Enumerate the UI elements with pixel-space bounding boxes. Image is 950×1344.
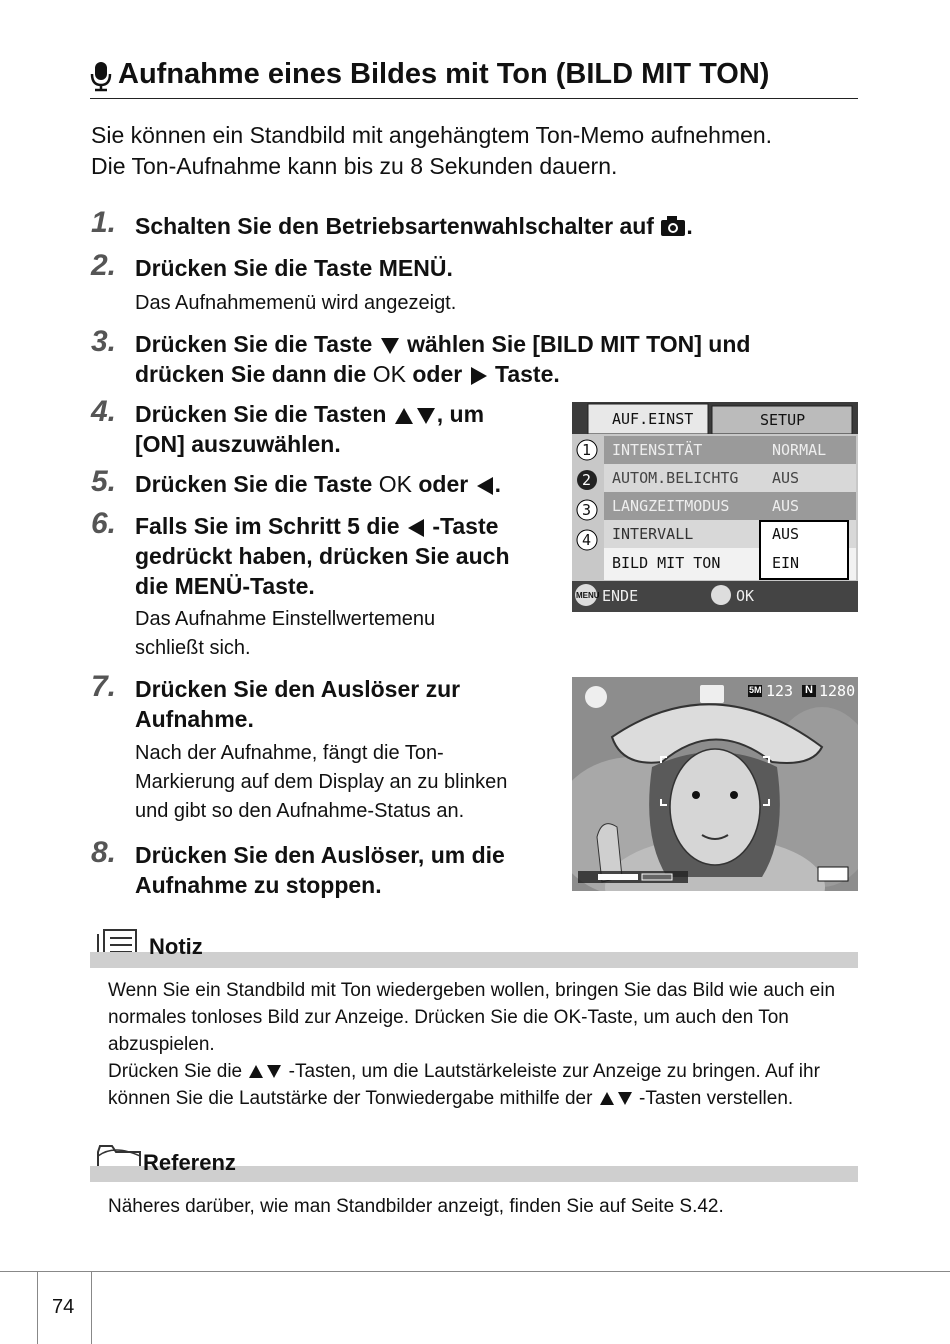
step-number: 3. <box>91 325 117 358</box>
menu-row-label: LANGZEITMODUS <box>612 497 730 515</box>
step-7-text: Drücken Sie den Auslöser zur Aufnahme. <box>135 676 461 732</box>
step-number: 8. <box>91 836 117 869</box>
step-number: 1. <box>91 206 117 239</box>
up-arrow-icon <box>600 1092 614 1105</box>
menu-row-value: AUS <box>772 525 800 543</box>
portrait-photo-graphic <box>572 677 858 891</box>
intro-text <box>91 120 891 182</box>
tab-aufnahme: AUF.EINST <box>612 410 694 428</box>
tab-setup: SETUP <box>760 411 806 429</box>
right-arrow-icon <box>471 367 487 385</box>
menu-icon: MENU <box>576 591 600 600</box>
quality-badge: 5M <box>749 685 762 695</box>
camera-photo-screenshot <box>572 677 858 891</box>
step-8-text: Drücken Sie den Auslöser, um die Aufnahme zu stoppen. <box>135 842 505 898</box>
step-2-text: Drücken Sie die Taste MENÜ. <box>135 255 453 281</box>
footer-divider <box>91 1272 92 1344</box>
step-1-text: Schalten Sie den Betriebsartenwahlschalter auf . <box>135 213 693 239</box>
footer-divider <box>0 1271 950 1272</box>
down-arrow-icon <box>417 408 435 424</box>
reference-label: Referenz <box>143 1150 236 1175</box>
page-number: 74 <box>52 1296 75 1318</box>
microphone-icon <box>90 60 112 92</box>
step-number: 2. <box>91 249 117 282</box>
up-arrow-icon <box>395 408 413 424</box>
left-arrow-icon <box>408 519 424 537</box>
menu-row-label: BILD MIT TON <box>612 554 721 572</box>
reference-text: Näheres darüber, wie man Standbilder anzeigt, finden Sie auf Seite S.42. <box>108 1196 724 1217</box>
step-6-text: Falls Sie im Schritt 5 die -Taste gedrückt haben, drücken Sie auch die MENÜ-Taste. <box>135 513 510 599</box>
page-title: Aufnahme eines Bildes mit Ton (BILD MIT TON) <box>118 58 770 90</box>
menu-row-value: NORMAL <box>772 441 827 459</box>
down-arrow-icon <box>618 1092 632 1105</box>
step-number: 4. <box>91 395 117 428</box>
menu-row-value: AUS <box>772 469 800 487</box>
menu-row-value: EIN <box>772 554 800 572</box>
menu-end-label: ENDE <box>602 587 639 605</box>
down-arrow-icon <box>381 338 399 354</box>
step-4-text: Drücken Sie die Tasten , um [ON] auszuwählen. <box>135 401 485 457</box>
step-number: 6. <box>91 507 117 540</box>
step-3-text: Drücken Sie die Taste wählen Sie [BILD MIT TON] und drücken Sie dann die OK oder Taste. <box>135 331 751 387</box>
left-arrow-icon <box>477 477 493 495</box>
note-label: Notiz <box>149 934 203 959</box>
intro-line-2: Die Ton-Aufnahme kann bis zu 8 Sekunden dauern. <box>91 153 618 179</box>
step-number: 5. <box>91 465 117 498</box>
image-size: 1280 <box>819 682 856 700</box>
menu-ok-label: OK <box>736 587 755 605</box>
camera-menu-screenshot: AUF.EINST SETUP 1 2 3 4 INTENSITÄT NORMAL AUTOM.BELICHTG AUS LANGZEITMODUS AUS INTERVALL AUS BILD MIT TON EIN MENU ENDE OK <box>572 402 858 612</box>
section-header <box>90 56 858 99</box>
step-6-note: Das Aufnahme Einstellwertemenu schließt sich. <box>135 608 436 659</box>
menu-row-label: AUTOM.BELICHTG <box>612 469 739 487</box>
menu-row-value: AUS <box>772 497 800 515</box>
note-text: Wenn Sie ein Standbild mit Ton wiedergeben wollen, bringen Sie das Bild wie auch ein normales tonloses Bild zur Anzeige. Drücken Sie die OK-Taste, um auch den Ton abzuspielen. Drücken Sie die -Tasten, um die Lautstärkeleiste zur Anzeige zu bringen. Auf ihr können Sie die Lautstärke der Tonwiedergabe mithilfe der -Tasten verstellen. <box>108 980 836 1109</box>
menu-row-label: INTENSITÄT <box>612 441 703 459</box>
camera-icon <box>660 215 686 237</box>
up-arrow-icon <box>249 1065 263 1078</box>
footer-divider <box>37 1272 38 1344</box>
shot-count: 123 <box>766 682 794 700</box>
step-2-note: Das Aufnahmemenü wird angezeigt. <box>135 292 457 314</box>
down-arrow-icon <box>267 1065 281 1078</box>
intro-line-1: Sie können ein Standbild mit angehängtem Ton-Memo aufnehmen. <box>91 122 773 148</box>
step-7-note: Nach der Aufnahme, fängt die Ton- Markierung auf dem Display an zu blinken und gibt so den Aufnahme-Status an. <box>135 742 508 822</box>
step-5-text: Drücken Sie die Taste OK oder . <box>135 471 501 497</box>
menu-row-label: INTERVALL <box>612 525 694 543</box>
step-number: 7. <box>91 670 117 703</box>
mode-badge: N <box>805 684 813 696</box>
